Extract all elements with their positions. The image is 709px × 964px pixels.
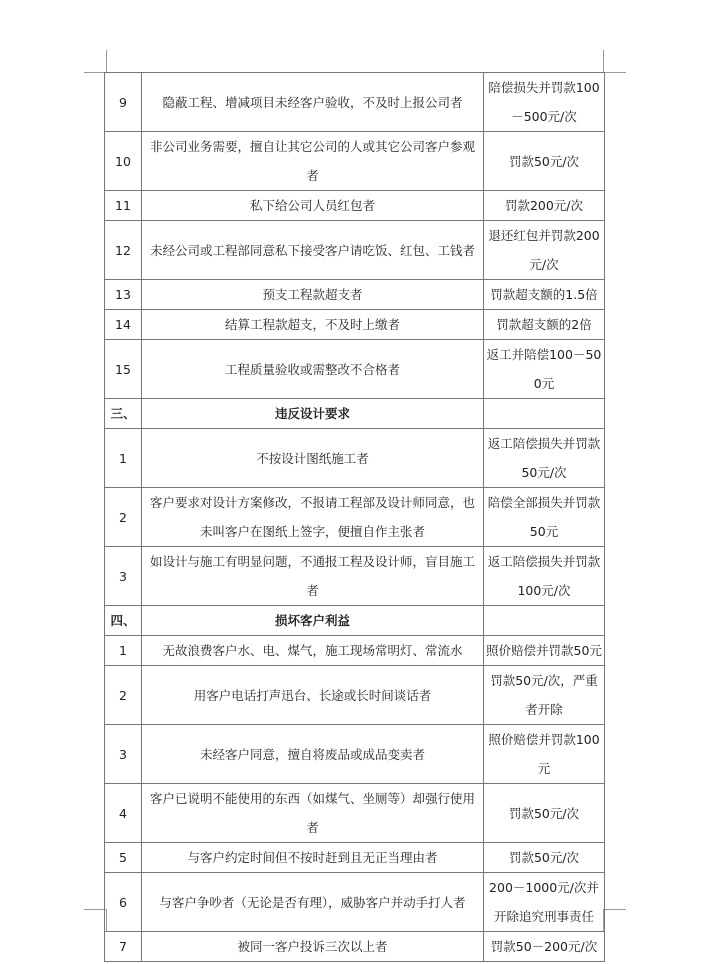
penalty-cell: [484, 606, 605, 636]
violation-description: 工程质量验收或需整改不合格者: [142, 340, 484, 399]
table-row: [105, 429, 605, 488]
penalty-cell: 罚款超支额的1.5倍: [484, 280, 605, 310]
item-number: 3: [105, 547, 142, 606]
penalty-cell: 照价赔偿并罚款50元: [484, 636, 605, 666]
item-number: 3: [105, 725, 142, 784]
violation-description: 非公司业务需要，擅自让其它公司的人或其它公司客户参观者: [142, 132, 484, 191]
section-header-row: [105, 606, 605, 636]
penalty-cell: 退还红包并罚款200元/次: [484, 221, 605, 280]
table-row: [105, 873, 605, 932]
item-number: 15: [105, 340, 142, 399]
table-row: [105, 488, 605, 547]
table-row: [105, 132, 605, 191]
penalty-cell: 返工陪偿损失并罚款50元/次: [484, 429, 605, 488]
section-title: 违反设计要求: [142, 399, 484, 429]
violation-description: 隐蔽工程、增减项目未经客户验收，不及时上报公司者: [142, 73, 484, 132]
crop-mark-bottom-right: [603, 909, 626, 932]
section-number: 三、: [105, 399, 142, 429]
violation-description: 用客户电话打声迅台、长途或长时间谈话者: [142, 666, 484, 725]
penalty-cell: [484, 399, 605, 429]
penalty-cell: 罚款50元/次，严重者开除: [484, 666, 605, 725]
violation-description: 私下给公司人员红包者: [142, 191, 484, 221]
item-number: 11: [105, 191, 142, 221]
section-title: 损坏客户利益: [142, 606, 484, 636]
penalty-cell: 罚款超支额的2倍: [484, 310, 605, 340]
penalty-cell: 返工陪偿损失并罚款100元/次: [484, 547, 605, 606]
table-row: [105, 725, 605, 784]
violation-description: 不按设计图纸施工者: [142, 429, 484, 488]
table-row: [105, 340, 605, 399]
violation-description: 未经客户同意，擅自将废品或成品变卖者: [142, 725, 484, 784]
penalty-cell: 罚款50－200元/次: [484, 932, 605, 962]
penalty-cell: 陪偿全部损失并罚款50元: [484, 488, 605, 547]
table-row: [105, 280, 605, 310]
item-number: 4: [105, 784, 142, 843]
penalty-cell: 罚款200元/次: [484, 191, 605, 221]
violation-description: 与客户争吵者（无论是否有理），威胁客户并动手打人者: [142, 873, 484, 932]
item-number: 14: [105, 310, 142, 340]
penalty-cell: 罚款50元/次: [484, 132, 605, 191]
violation-description: 未经公司或工程部同意私下接受客户请吃饭、红包、工钱者: [142, 221, 484, 280]
penalty-cell: 罚款50元/次: [484, 843, 605, 873]
crop-mark-top-right: [603, 50, 626, 73]
item-number: 10: [105, 132, 142, 191]
item-number: 2: [105, 488, 142, 547]
crop-mark-top-left: [84, 50, 107, 73]
item-number: 6: [105, 873, 142, 932]
item-number: 7: [105, 932, 142, 962]
section-header-row: [105, 399, 605, 429]
section-number: 四、: [105, 606, 142, 636]
table-row: [105, 666, 605, 725]
penalty-cell: 200－1000元/次并开除追究刑事责任: [484, 873, 605, 932]
item-number: 1: [105, 429, 142, 488]
table-row: [105, 843, 605, 873]
item-number: 2: [105, 666, 142, 725]
table-row: [105, 73, 605, 132]
violation-description: 无故浪费客户水、电、煤气，施工现场常明灯、常流水: [142, 636, 484, 666]
penalty-cell: 罚款50元/次: [484, 784, 605, 843]
penalty-cell: 返工并陪偿100－500元: [484, 340, 605, 399]
table-row: [105, 784, 605, 843]
table-row: [105, 547, 605, 606]
violation-description: 被同一客户投诉三次以上者: [142, 932, 484, 962]
violation-description: 结算工程款超支，不及时上缴者: [142, 310, 484, 340]
table-row: [105, 932, 605, 962]
item-number: 1: [105, 636, 142, 666]
item-number: 9: [105, 73, 142, 132]
penalty-cell: 照价赔偿并罚款100元: [484, 725, 605, 784]
violation-description: 与客户约定时间但不按时赶到且无正当理由者: [142, 843, 484, 873]
violation-description: 预支工程款超支者: [142, 280, 484, 310]
penalty-rules-table: [104, 72, 605, 962]
penalty-cell: 陪偿损失并罚款100－500元/次: [484, 73, 605, 132]
violation-description: 客户要求对设计方案修改，不报请工程部及设计师同意，也未叫客户在图纸上签字，便擅自作主张者: [142, 488, 484, 547]
item-number: 12: [105, 221, 142, 280]
table-row: [105, 221, 605, 280]
table-row: [105, 310, 605, 340]
table-row: [105, 191, 605, 221]
violation-description: 客户已说明不能使用的东西（如煤气、坐厕等）却强行使用者: [142, 784, 484, 843]
item-number: 13: [105, 280, 142, 310]
violation-description: 如设计与施工有明显问题，不通报工程及设计师，盲目施工者: [142, 547, 484, 606]
table-row: [105, 636, 605, 666]
item-number: 5: [105, 843, 142, 873]
